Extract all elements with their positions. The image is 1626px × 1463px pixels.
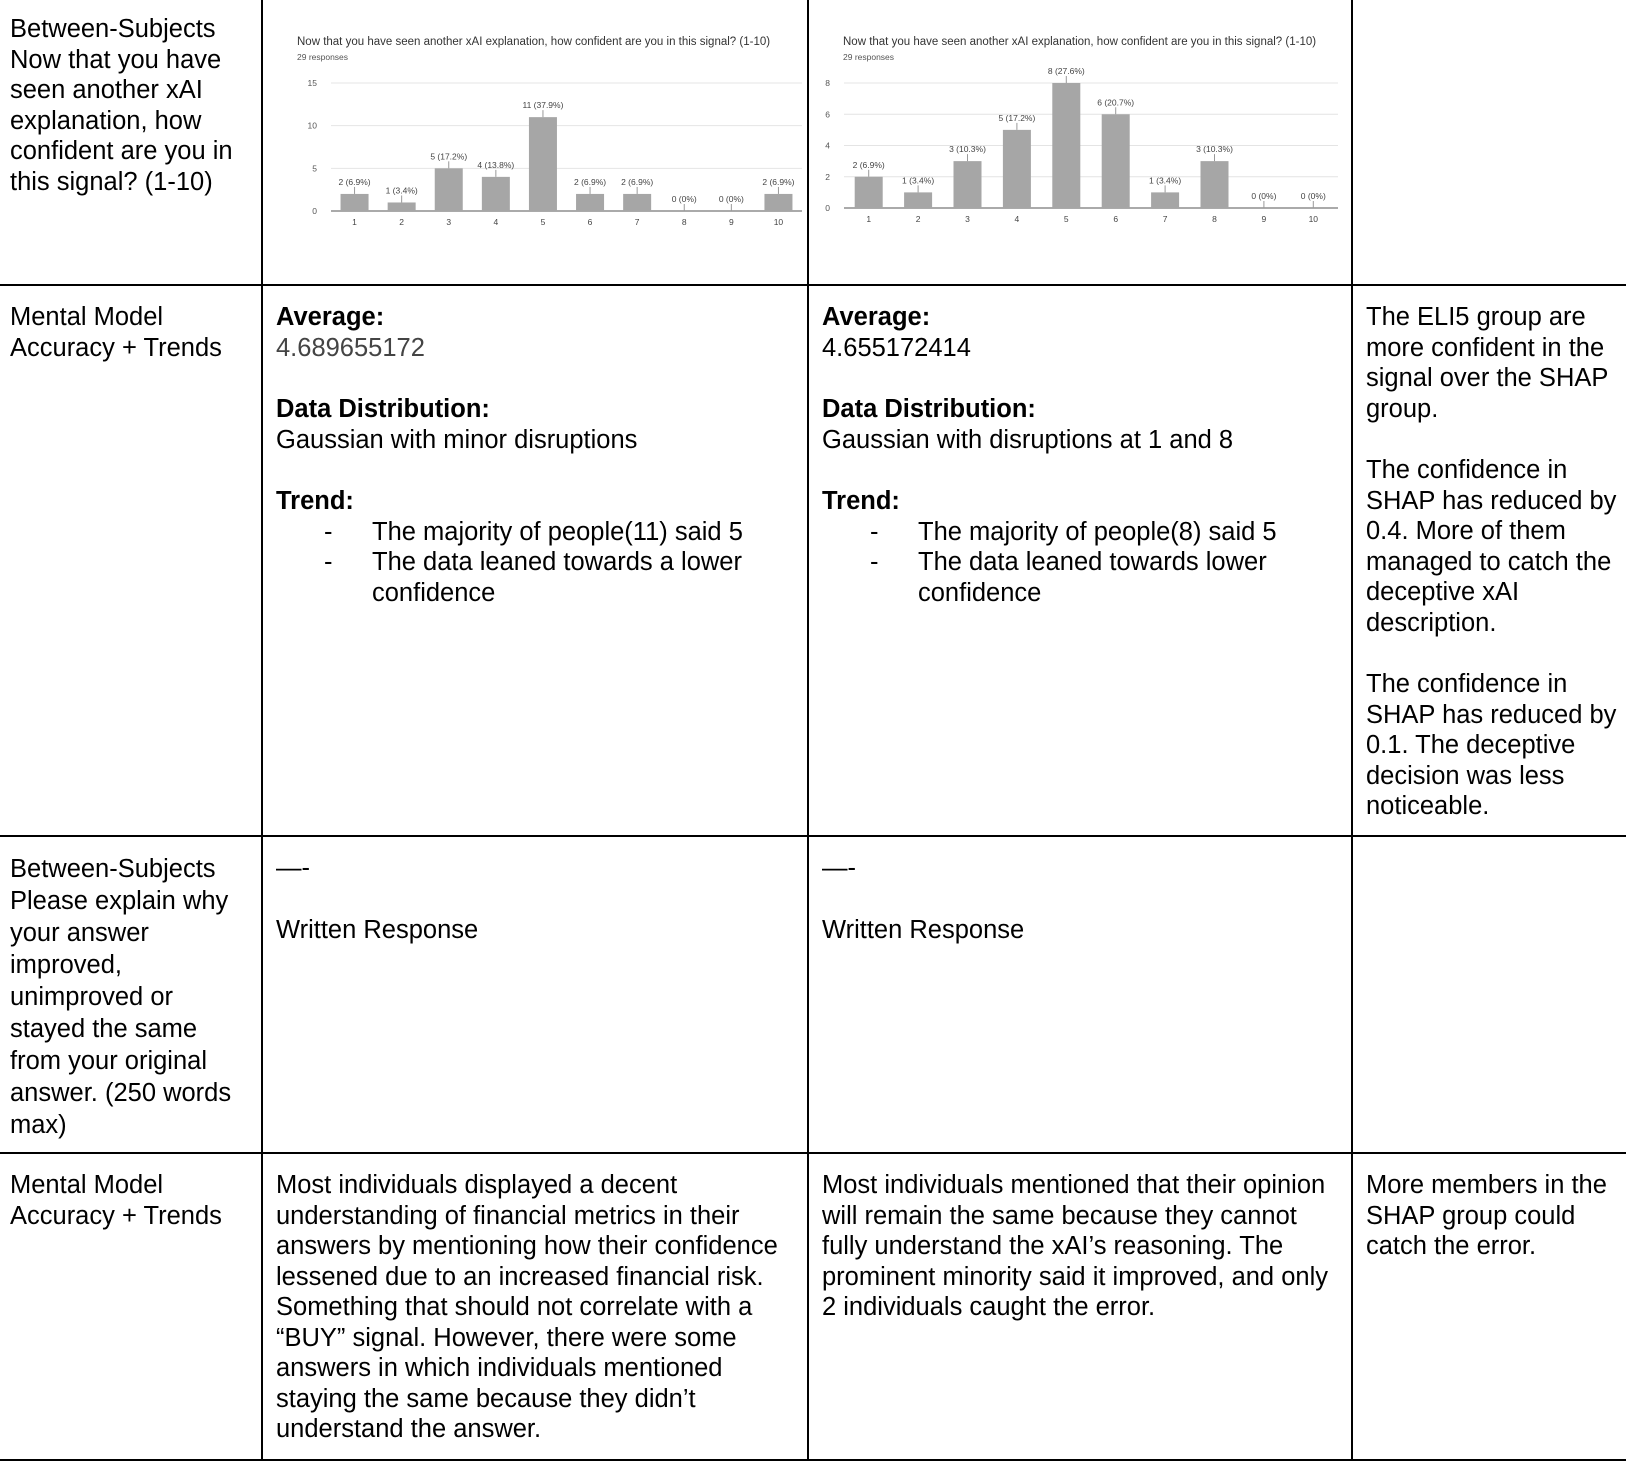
- table-border-h3: [0, 1152, 1626, 1154]
- data-label: 1 (3.4%): [902, 175, 935, 186]
- empty-dash: —-: [276, 854, 310, 882]
- row2-col2: [822, 302, 1342, 608]
- x-tick-label: 3: [965, 214, 970, 224]
- chart-bar: [482, 177, 510, 211]
- x-tick-label: 8: [681, 217, 687, 227]
- y-tick-label: 6: [825, 109, 830, 120]
- comparison-note: The ELI5 group are more confident in the signal over the SHAP group.: [1366, 303, 1608, 423]
- row4-label: Mental Model Accuracy + Trends: [10, 1171, 222, 1230]
- chart-subtitle: 29 responses: [843, 52, 895, 62]
- chart-bar: [435, 168, 463, 211]
- x-tick-label: 7: [634, 217, 640, 227]
- comparison-note: The confidence in SHAP has reduced by 0.4. More of them managed to catch the deceptive xAI description.: [1366, 456, 1617, 637]
- chart-bar: [1052, 83, 1080, 208]
- row4-col3: More members in the SHAP group could catch the error.: [1366, 1171, 1607, 1260]
- distribution-value: Gaussian with minor disruptions: [276, 425, 638, 454]
- chart-bar: [1102, 114, 1130, 208]
- y-tick-label: 15: [307, 78, 317, 88]
- x-tick-label: 9: [1261, 214, 1267, 224]
- chart-shap-svg: [810, 0, 1350, 282]
- chart-subtitle: 29 responses: [297, 52, 349, 62]
- x-tick-label: 4: [493, 217, 499, 227]
- data-label: 2 (6.9%): [852, 159, 885, 170]
- row3-col1: [276, 853, 796, 945]
- trend-heading: Trend:: [276, 487, 354, 515]
- chart-bar: [1003, 130, 1031, 208]
- data-label: 2 (6.9%): [338, 176, 371, 187]
- y-tick-label: 5: [312, 163, 317, 174]
- row2-label: Mental Model Accuracy + Trends: [10, 303, 222, 362]
- x-tick-label: 9: [728, 217, 734, 227]
- row4-col1: Most individuals displayed a decent understanding of financial metrics in their answers by mentioning how their confidence lessened due to an increased financial risk. Something that should not correlate with a “BUY” signal. However, there were some answers in which individuals mentioned staying the same because they didn’t understand the answer.: [276, 1171, 778, 1443]
- trend-item: - The data leaned towards a lower confidence: [372, 547, 796, 608]
- y-tick-label: 4: [825, 140, 830, 151]
- trend-list: [276, 517, 796, 609]
- trend-list: [822, 517, 1342, 609]
- x-tick-label: 10: [773, 217, 784, 227]
- chart-title: Now that you have seen another xAI explanation, how confident are you in this signal? (1-10): [843, 36, 1317, 48]
- chart-bar: [954, 161, 982, 208]
- data-label: 1 (3.4%): [1149, 175, 1182, 186]
- x-tick-label: 5: [1063, 214, 1069, 224]
- y-tick-label: 8: [825, 78, 830, 88]
- chart-bar: [576, 194, 604, 211]
- data-label: 0 (0%): [718, 194, 744, 204]
- distribution-heading: Data Distribution:: [276, 395, 490, 423]
- row4-col2: Most individuals mentioned that their opinion will remain the same because they cannot fully understand the xAI’s reasoning. The prominent minority said it improved, and only 2 individuals caught the error.: [822, 1171, 1328, 1321]
- data-label: 0 (0%): [671, 194, 697, 204]
- average-value: 4.655172414: [822, 333, 971, 362]
- table-border-h2: [0, 835, 1626, 837]
- x-tick-label: 5: [540, 217, 546, 227]
- chart-eli5: [264, 0, 806, 282]
- data-label: 5 (17.2%): [430, 151, 468, 162]
- x-tick-label: 2: [915, 214, 921, 224]
- chart-shap: [810, 0, 1350, 282]
- data-label: 3 (10.3%): [949, 144, 986, 155]
- y-tick-label: 2: [825, 171, 830, 182]
- chart-title: Now that you have seen another xAI explanation, how confident are you in this signal? (1-10): [297, 36, 771, 48]
- chart-eli5-svg: [264, 0, 806, 282]
- average-heading: Average:: [276, 303, 385, 331]
- x-tick-label: 4: [1014, 214, 1020, 224]
- y-tick-label: 0: [312, 206, 317, 216]
- empty-dash: —-: [822, 854, 856, 882]
- written-response: Written Response: [822, 915, 1025, 944]
- trend-item: - The majority of people(8) said 5: [918, 517, 1342, 548]
- data-label: 0 (0%): [1300, 191, 1326, 201]
- x-tick-label: 10: [1308, 214, 1319, 224]
- row2-col3: [1366, 302, 1622, 822]
- table-border-h1: [0, 284, 1626, 286]
- x-tick-label: 1: [866, 214, 872, 224]
- chart-bar: [1201, 161, 1229, 208]
- trend-item: - The majority of people(11) said 5: [372, 517, 796, 548]
- x-tick-label: 7: [1162, 214, 1168, 224]
- trend-heading: Trend:: [822, 487, 900, 515]
- data-label: 5 (17.2%): [998, 112, 1036, 123]
- data-label: 4 (13.8%): [477, 159, 515, 170]
- chart-bar: [764, 194, 792, 211]
- x-tick-label: 6: [587, 217, 593, 227]
- distribution-value: Gaussian with disruptions at 1 and 8: [822, 425, 1234, 454]
- data-label: 11 (37.9%): [522, 100, 564, 111]
- data-label: 2 (6.9%): [762, 176, 795, 187]
- data-label: 1 (3.4%): [385, 185, 418, 196]
- table-border-h4: [0, 1459, 1626, 1461]
- data-label: 2 (6.9%): [621, 176, 654, 187]
- distribution-heading: Data Distribution:: [822, 395, 1036, 423]
- average-value: 4.689655172: [276, 333, 425, 362]
- row1-label: Between-Subjects Now that you have seen another xAI explanation, how confident are you in this signal? (1-10): [10, 15, 233, 196]
- x-tick-label: 3: [446, 217, 452, 227]
- chart-bar: [529, 117, 557, 211]
- trend-item: - The data leaned towards lower confidence: [918, 547, 1342, 608]
- data-label: 8 (27.6%): [1047, 66, 1085, 76]
- average-heading: Average:: [822, 303, 931, 331]
- table-border-v3: [1351, 0, 1353, 1460]
- chart-bar: [855, 177, 883, 208]
- chart-bar: [1151, 192, 1179, 208]
- row2-col1: [276, 302, 796, 608]
- data-label: 6 (20.7%): [1097, 97, 1135, 108]
- comparison-note: The confidence in SHAP has reduced by 0.1. The deceptive decision was less noticeable.: [1366, 670, 1617, 820]
- chart-bar: [623, 194, 651, 211]
- x-tick-label: 6: [1113, 214, 1119, 224]
- row3-col2: [822, 853, 1342, 945]
- x-tick-label: 1: [352, 217, 357, 227]
- table-border-v1: [261, 0, 263, 1460]
- x-tick-label: 2: [399, 217, 405, 227]
- chart-bar: [904, 192, 932, 208]
- chart-bar: [341, 194, 369, 211]
- table-border-v2: [807, 0, 809, 1460]
- y-tick-label: 10: [307, 120, 317, 131]
- data-label: 3 (10.3%): [1196, 144, 1233, 155]
- row3-label: Between-Subjects Please explain why your answer improved, unimproved or stayed the same from your original answer. (250 words max): [10, 855, 232, 1139]
- written-response: Written Response: [276, 915, 479, 944]
- x-tick-label: 8: [1212, 214, 1217, 224]
- chart-bar: [388, 202, 416, 211]
- data-label: 2 (6.9%): [573, 176, 607, 187]
- y-tick-label: 0: [825, 203, 830, 213]
- data-label: 0 (0%): [1251, 191, 1277, 201]
